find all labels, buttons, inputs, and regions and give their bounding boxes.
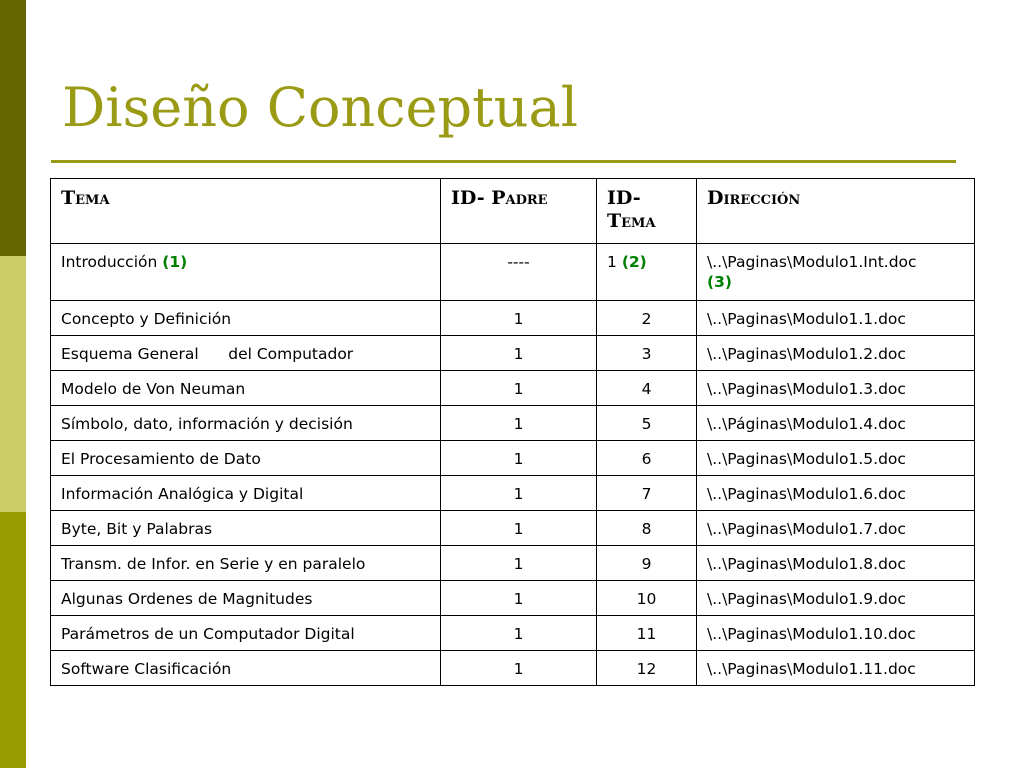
cell-id-tema: 5 (597, 406, 697, 441)
cell-id-padre: ---- (441, 244, 597, 301)
cell-id-padre: 1 (441, 371, 597, 406)
header-tema: Tema (51, 179, 441, 244)
cell-tema: El Procesamiento de Dato (51, 441, 441, 476)
cell-tema: Información Analógica y Digital (51, 476, 441, 511)
cell-tema (51, 244, 441, 301)
direccion-mark: (3) (707, 273, 732, 292)
cell-id-padre: 1 (441, 581, 597, 616)
cell-id-padre: 1 (441, 406, 597, 441)
cell-id-padre: 1 (441, 301, 597, 336)
cell-id-tema: 4 (597, 371, 697, 406)
cell-tema: Software Clasificación (51, 651, 441, 686)
header-direccion: Dirección (697, 179, 975, 244)
table-row (51, 336, 975, 371)
side-bar-top-segment (0, 0, 26, 256)
table-row (51, 371, 975, 406)
cell-id-tema: 6 (597, 441, 697, 476)
cell-direccion[interactable]: \..\Paginas\Modulo1.2.doc (697, 336, 975, 371)
topics-table (50, 178, 975, 686)
table-row (51, 301, 975, 336)
slide-title: Diseño Conceptual (62, 76, 579, 139)
cell-id-tema: 12 (597, 651, 697, 686)
cell-id-tema: 9 (597, 546, 697, 581)
cell-direccion[interactable]: \..\Paginas\Modulo1.8.doc (697, 546, 975, 581)
table-row (51, 651, 975, 686)
cell-id-padre: 1 (441, 476, 597, 511)
cell-tema: Parámetros de un Computador Digital (51, 616, 441, 651)
side-bar-bottom-segment (0, 512, 26, 768)
table-row (51, 546, 975, 581)
cell-direccion[interactable]: \..\Paginas\Modulo1.7.doc (697, 511, 975, 546)
cell-id-padre: 1 (441, 616, 597, 651)
cell-id-padre: 1 (441, 336, 597, 371)
cell-direccion[interactable]: \..\Paginas\Modulo1.9.doc (697, 581, 975, 616)
cell-id-padre: 1 (441, 441, 597, 476)
tema-text: Introducción (61, 253, 158, 271)
header-id-tema: ID- Tema (597, 179, 697, 244)
cell-id-tema: 11 (597, 616, 697, 651)
table-row (51, 616, 975, 651)
table-row (51, 441, 975, 476)
table-header-row (51, 179, 975, 244)
direccion-link[interactable]: \..\Paginas\Modulo1.Int.doc (707, 253, 917, 271)
cell-id-tema (597, 244, 697, 301)
cell-tema: Esquema General del Computador (51, 336, 441, 371)
cell-direccion[interactable]: \..\Paginas\Modulo1.6.doc (697, 476, 975, 511)
cell-direccion[interactable]: \..\Paginas\Modulo1.10.doc (697, 616, 975, 651)
table-row (51, 476, 975, 511)
cell-tema: Concepto y Definición (51, 301, 441, 336)
cell-direccion[interactable]: \..\Páginas\Modulo1.4.doc (697, 406, 975, 441)
cell-id-padre: 1 (441, 511, 597, 546)
header-id-padre: ID- Padre (441, 179, 597, 244)
id-tema-text: 1 (607, 253, 617, 271)
table-row (51, 406, 975, 441)
cell-id-padre: 1 (441, 546, 597, 581)
cell-id-tema: 7 (597, 476, 697, 511)
cell-direccion (697, 244, 975, 301)
cell-tema: Algunas Ordenes de Magnitudes (51, 581, 441, 616)
cell-tema: Símbolo, dato, información y decisión (51, 406, 441, 441)
cell-direccion[interactable]: \..\Paginas\Modulo1.11.doc (697, 651, 975, 686)
table-row (51, 244, 975, 301)
cell-id-tema: 10 (597, 581, 697, 616)
cell-id-tema: 8 (597, 511, 697, 546)
id-tema-mark: (2) (621, 253, 647, 271)
cell-tema: Byte, Bit y Palabras (51, 511, 441, 546)
cell-tema: Transm. de Infor. en Serie y en paralelo (51, 546, 441, 581)
cell-direccion[interactable]: \..\Paginas\Modulo1.5.doc (697, 441, 975, 476)
cell-tema: Modelo de Von Neuman (51, 371, 441, 406)
table-row (51, 511, 975, 546)
cell-id-tema: 3 (597, 336, 697, 371)
table-row (51, 581, 975, 616)
title-underline-rule (51, 160, 956, 163)
tema-mark: (1) (162, 253, 188, 271)
cell-direccion[interactable]: \..\Paginas\Modulo1.3.doc (697, 371, 975, 406)
cell-direccion[interactable]: \..\Paginas\Modulo1.1.doc (697, 301, 975, 336)
side-bar-middle-segment (0, 256, 26, 512)
cell-id-padre: 1 (441, 651, 597, 686)
cell-id-tema: 2 (597, 301, 697, 336)
